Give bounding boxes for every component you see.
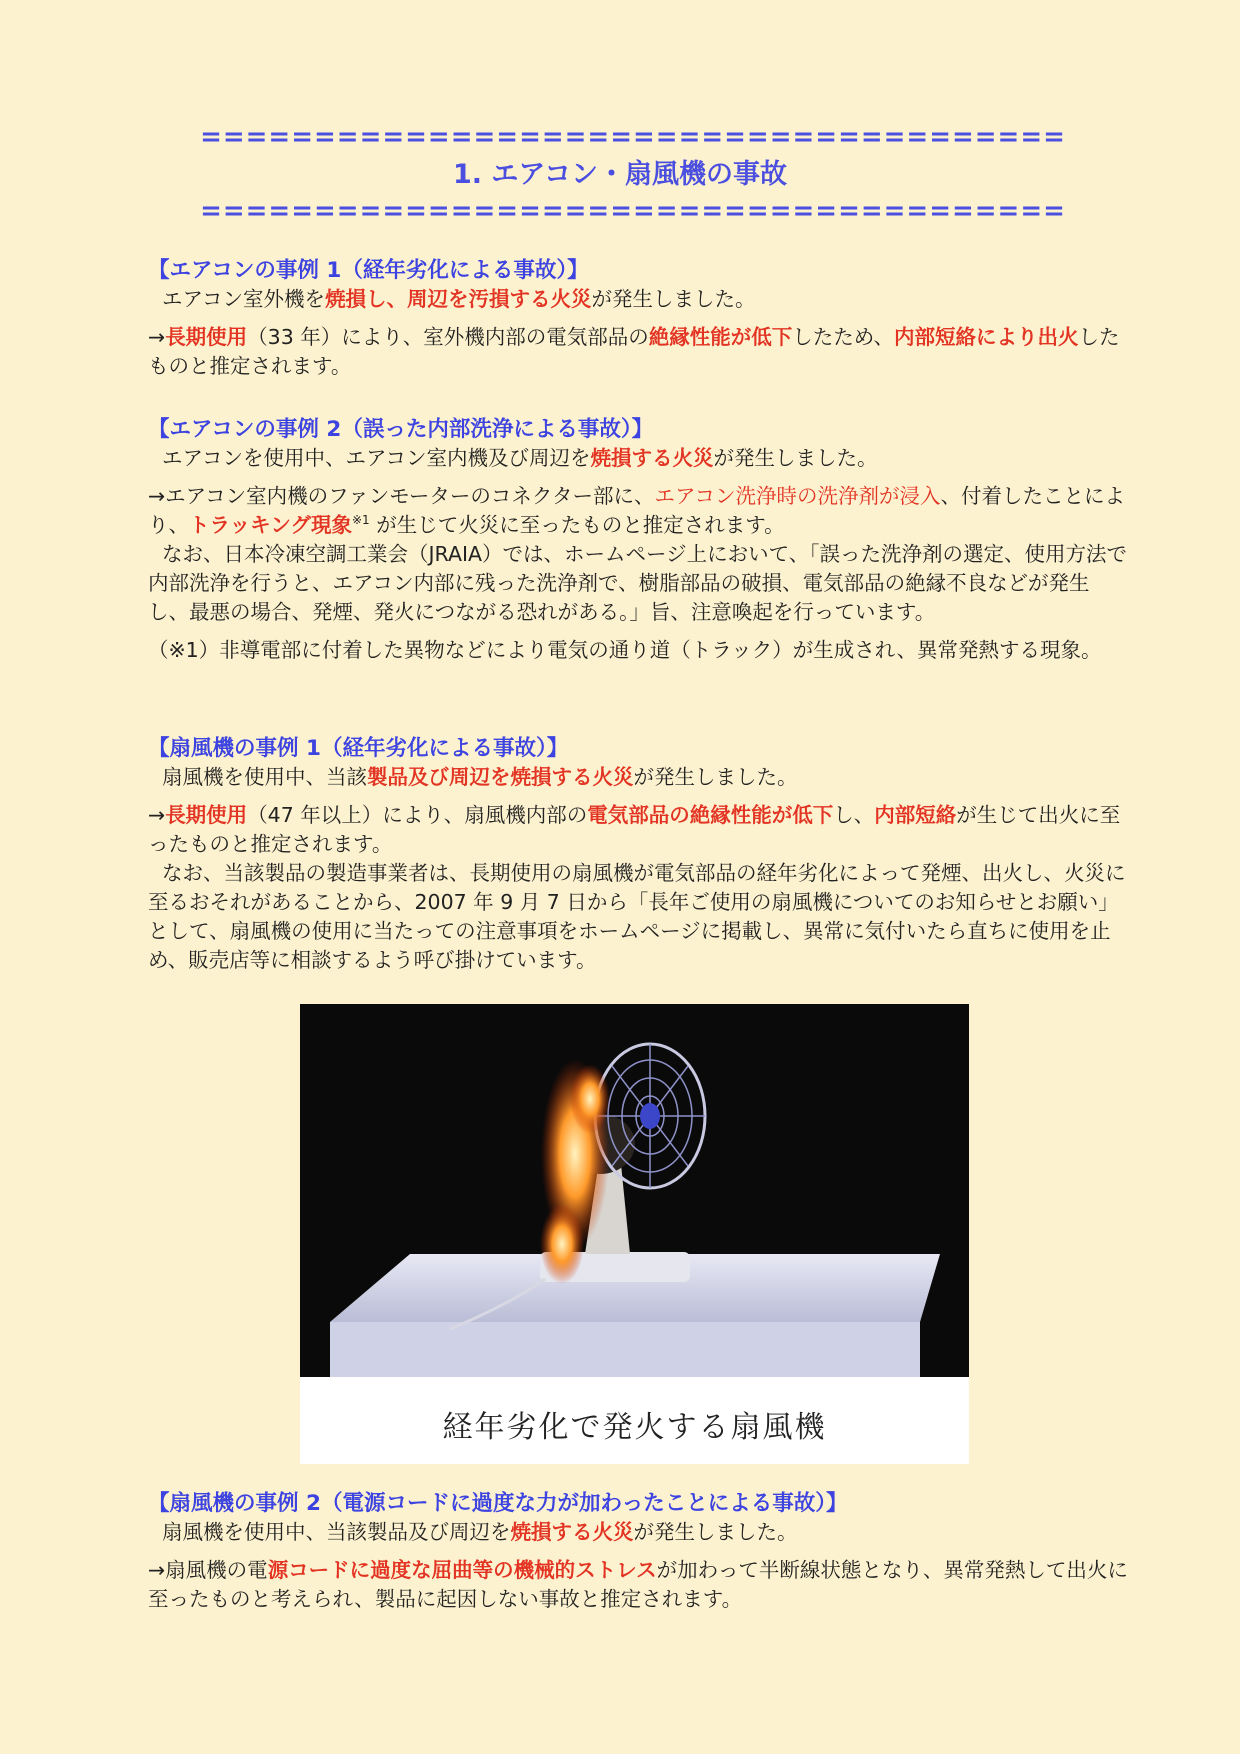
case-detail: →長期使用（47 年以上）により、扇風機内部の電気部品の絶縁性能が低下し、内部短絡が生じて出火に至ったものと推定されます。 bbox=[148, 803, 1121, 856]
divider-top: ====================================== bbox=[200, 122, 1066, 152]
section-title: 1. エアコン・扇風機の事故 bbox=[452, 159, 788, 190]
case-summary: エアコン室外機を焼損し、周辺を汚損する火災が発生しました。 bbox=[162, 287, 756, 311]
case-heading: 【エアコンの事例 2（誤った内部洗浄による事故）】 bbox=[148, 417, 654, 442]
case-summary: 扇風機を使用中、当該製品及び周辺を焼損する火災が発生しました。 bbox=[162, 765, 798, 789]
case-note: なお、当該製品の製造事業者は、長期使用の扇風機が電気部品の経年劣化によって発煙、出火し、火災に至るおそれがあることから、2007 年 9 月 7 日から「長年ご使用の扇風機についてのお知らせとお願い」として、扇風機の使用に当たっての注意事項をホームページに掲載し、異常に気付いたら直ちに使用を止め、販売店等に相談するよう呼び掛けています。 bbox=[148, 861, 1126, 972]
case-fan-2 bbox=[148, 1489, 1128, 1614]
case-heading: 【扇風機の事例 1（経年劣化による事故）】 bbox=[148, 736, 569, 761]
photo-caption: 経年劣化で発火する扇風機 bbox=[442, 1410, 827, 1445]
case-note: なお、日本冷凍空調工業会（JRAIA）では、ホームページ上において、「誤った洗浄剤の選定、使用方法で内部洗浄を行うと、エアコン内部に残った洗浄剤で、樹脂部品の破損、電気部品の絶縁不良などが発生し、最悪の場合、発煙、発火につながる恐れがある。」旨、注意喚起を行っています。 bbox=[148, 542, 1127, 624]
case-heading: 【扇風機の事例 2（電源コードに過度な力が加わったことによる事故）】 bbox=[148, 1491, 848, 1516]
case-summary: エアコンを使用中、エアコン室内機及び周辺を焼損する火災が発生しました。 bbox=[162, 446, 878, 470]
fan-illustration bbox=[300, 1004, 969, 1464]
case-summary: 扇風機を使用中、当該製品及び周辺を焼損する火災が発生しました。 bbox=[162, 1520, 798, 1544]
footnote: （※1）非導電部に付着した異物などにより電気の通り道（トラック）が生成され、異常発熱する現象。 bbox=[148, 638, 1102, 662]
divider-bottom: ====================================== bbox=[200, 196, 1066, 226]
burning-fan-photo bbox=[300, 1004, 969, 1464]
case-aircon-1 bbox=[148, 256, 1128, 381]
case-detail: →長期使用（33 年）により、室外機内部の電気部品の絶縁性能が低下したため、内部短絡により出火したものと推定されます。 bbox=[148, 325, 1120, 378]
case-aircon-2 bbox=[148, 415, 1128, 665]
case-detail: →扇風機の電源コードに過度な屈曲等の機械的ストレスが加わって半断線状態となり、異常発熱して出火に至ったものと考えられ、製品に起因しない事故と推定されます。 bbox=[148, 1558, 1128, 1611]
case-detail: →エアコン室内機のファンモーターのコネクター部に、エアコン洗浄時の洗浄剤が浸入、付着したことにより、トラッキング現象$^{※1}$ が生じて火災に至ったものと推定されます。 bbox=[148, 484, 1125, 537]
case-heading: 【エアコンの事例 1（経年劣化による事故）】 bbox=[148, 258, 589, 283]
case-fan-1 bbox=[148, 734, 1128, 975]
